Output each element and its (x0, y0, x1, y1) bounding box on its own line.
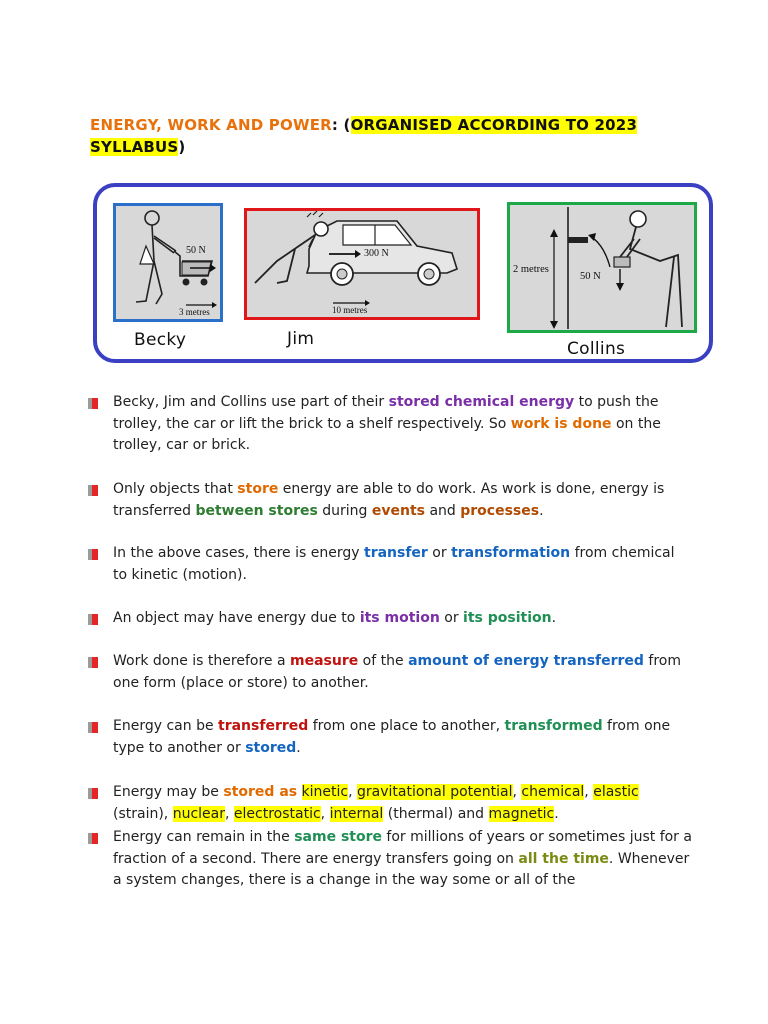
becky-distance-label: 3 metres (179, 307, 210, 317)
red-square-bullet-icon (88, 657, 98, 668)
text-span: Becky, Jim and Collins use part of their (113, 394, 389, 410)
keyword-span: amount of energy transferred (408, 653, 644, 669)
keyword-span: its motion (359, 610, 440, 626)
keyword-span: same store (294, 829, 382, 845)
text-span: . (296, 739, 301, 756)
text-span (297, 784, 301, 800)
list-item (113, 651, 693, 694)
jim-panel (244, 208, 480, 320)
keyword-span: stored as (223, 784, 298, 800)
keyword-span: stored chemical energy (388, 394, 575, 410)
list-item (113, 782, 693, 825)
caption-collins: Collins (567, 339, 626, 359)
text-span: Only objects that (113, 481, 238, 497)
red-square-bullet-icon (88, 485, 98, 496)
becky-trolley-illustration (116, 206, 220, 319)
keyword-span: nuclear (172, 805, 225, 822)
keyword-span: elastic (593, 784, 639, 800)
keyword-span: between stores (195, 502, 318, 519)
becky-force-label: 50 N (186, 245, 206, 256)
text-span: , (584, 784, 594, 800)
collins-force-label: 50 N (580, 271, 601, 282)
text-span: . (554, 805, 559, 822)
title-main: ENERGY, WORK AND POWER (90, 116, 332, 134)
title-close-paren: ) (178, 138, 186, 156)
jim-distance-label: 10 metres (332, 305, 368, 315)
keyword-span: all the time (518, 850, 609, 867)
list-item (113, 716, 693, 759)
text-span: on the trolley, car or brick. (113, 415, 661, 454)
red-square-bullet-icon (88, 549, 98, 560)
keyword-span: work is done (510, 415, 612, 432)
text-span: or (439, 610, 464, 626)
keyword-span: events (371, 502, 425, 519)
text-span: , (512, 784, 522, 800)
text-span: energy are able to do work. As work is done, energy is transferred (113, 481, 665, 519)
red-square-bullet-icon (88, 788, 98, 799)
list-item (113, 608, 693, 630)
text-span: during (317, 502, 372, 519)
collins-height-label: 2 metres (513, 264, 549, 275)
keyword-span: internal (329, 805, 384, 822)
text-span: (strain), (113, 805, 173, 822)
keyword-span: transformation (451, 545, 571, 561)
red-square-bullet-icon (88, 833, 98, 844)
keyword-span: transformed (504, 718, 603, 734)
list-item (113, 479, 693, 522)
text-span: In the above cases, there is energy (113, 545, 364, 561)
caption-becky: Becky (134, 330, 187, 350)
text-span: and (425, 502, 461, 519)
title-highlight-line2: SYLLABUS (90, 138, 179, 156)
red-square-bullet-icon (88, 722, 98, 733)
list-item (113, 392, 693, 457)
becky-panel (113, 203, 223, 322)
text-span: for millions of years or sometimes just for a fraction of a second. There are energy transfers going on (113, 829, 692, 867)
text-span: Work done is therefore a (113, 653, 290, 669)
keyword-span: transferred (218, 718, 309, 734)
list-item (113, 827, 693, 892)
text-span: or (427, 545, 452, 561)
text-span: Energy can remain in the (113, 829, 295, 845)
keyword-span: magnetic (488, 805, 555, 822)
jim-car-illustration (247, 211, 477, 317)
text-span: . Whenever a system changes, there is a change in the way some or all of the (113, 850, 690, 889)
text-span: An object may have energy due to (113, 610, 360, 626)
text-span: , (225, 805, 234, 822)
keyword-span: kinetic (301, 784, 349, 800)
caption-jim: Jim (287, 329, 315, 349)
keyword-span: chemical (521, 784, 585, 800)
text-span: Energy can be (113, 718, 219, 734)
keyword-span: electrostatic (233, 805, 321, 822)
keyword-span: transfer (364, 545, 428, 561)
text-span: , (348, 784, 358, 800)
collins-panel (507, 202, 697, 333)
text-span: to push the trolley, the car or lift the brick to a shelf respectively. So (113, 394, 659, 432)
text-span: from one place to another, (308, 718, 505, 734)
text-span: from one form (place or store) to another. (113, 653, 681, 691)
text-span: , (320, 805, 330, 822)
page-title (90, 114, 690, 158)
text-span: from chemical to kinetic (motion). (113, 545, 675, 583)
jim-force-label: 300 N (364, 248, 389, 259)
list-item (113, 543, 693, 586)
text-span: of the (358, 653, 409, 669)
text-span: . (551, 610, 557, 626)
keyword-span: stored (245, 739, 297, 756)
keyword-span: gravitational potential (357, 784, 513, 800)
text-span: from one type to another or (113, 718, 671, 756)
text-span: . (539, 502, 544, 519)
title-highlight-line1: ORGANISED ACCORDING TO 2023 (350, 116, 638, 134)
text-span: Energy may be (113, 784, 224, 800)
keyword-span: its position (463, 610, 552, 626)
keyword-span: processes (460, 502, 540, 519)
red-square-bullet-icon (88, 614, 98, 625)
text-span: (thermal) and (383, 805, 489, 822)
keyword-span: measure (290, 653, 359, 669)
red-square-bullet-icon (88, 398, 98, 409)
title-colon-paren: : ( (331, 116, 351, 134)
keyword-span: store (237, 481, 279, 497)
